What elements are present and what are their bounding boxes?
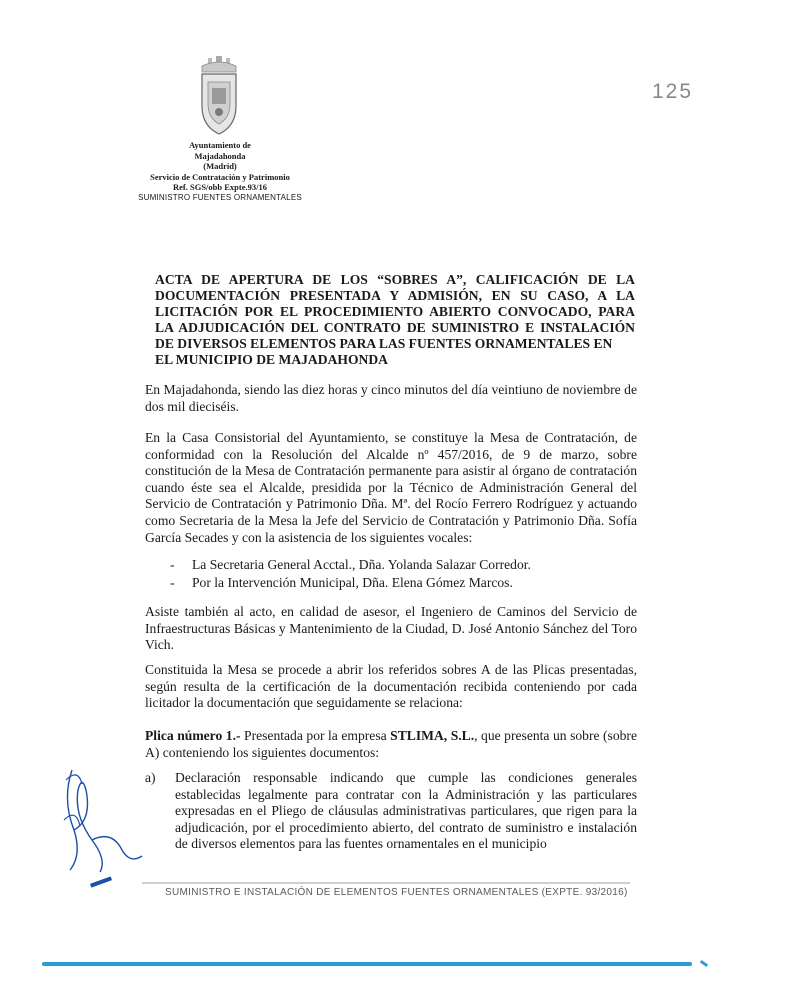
footer-divider bbox=[142, 882, 630, 884]
plica-paragraph bbox=[145, 728, 637, 761]
bottom-accent-line bbox=[42, 962, 692, 966]
paragraph-plicas: Constituida la Mesa se procede a abrir los referidos sobres A de las Plicas presentadas, según resulta de la certificación de la documentación recibida conteniendo por cada licitador la documentación que seguidamente se relaciona: bbox=[145, 662, 637, 711]
vocal-text: La Secretaria General Acctal., Dña. Yolanda Salazar Corredor. bbox=[192, 557, 531, 572]
item-letter: a) bbox=[145, 770, 156, 785]
header-line: SUMINISTRO FUENTES ORNAMENTALES bbox=[138, 192, 302, 202]
plica-text-after: , que presenta un sobre (sobre A) conteniendo los siguientes documentos: bbox=[145, 728, 637, 760]
municipality-header bbox=[130, 140, 310, 203]
header-line: (Madrid) bbox=[203, 161, 237, 171]
handwritten-signature-icon bbox=[52, 760, 152, 880]
title-last-line: EL MUNICIPIO DE MAJADAHONDA bbox=[155, 352, 388, 367]
title-main: ACTA DE APERTURA DE LOS “SOBRES A”, CALIFICACIÓN DE LA DOCUMENTACIÓN PRESENTADA Y ADMISIÓN, EN SU CASO, A LA LICITACIÓN POR EL PROCEDIMIENTO ABIERTO CONVOCADO, PARA LA ADJUDICACIÓN DEL CONTRATO DE SUMINISTRO E INSTALACIÓN DE DIVERSOS ELEMENTOS PARA LAS FUENTES ORNAMENTALES EN bbox=[155, 272, 635, 351]
item-text: Declaración responsable indicando que cumple las condiciones generales establecidas legalmente para contratar con la Administración y las particulares expresadas en el Pliego de cláusulas administrativas particulares, que rigen para la adjudicación, por el procedimiento abierto, del contrato de suministro e instalación de diversos elementos para las fuentes ornamentales en el municipio bbox=[175, 770, 637, 852]
page-number: 125 bbox=[652, 80, 694, 103]
header-line: Ref. SGS/obb Expte.93/16 bbox=[173, 182, 267, 192]
company-name: STLIMA, S.L. bbox=[390, 728, 475, 743]
paragraph-asesor: Asiste también al acto, en calidad de asesor, el Ingeniero de Caminos del Servicio de Infraestructuras Básicas y Mantenimiento de la Ciudad, D. José Antonio Sánchez del Toro Vich. bbox=[145, 604, 637, 653]
header-line: Majadahonda bbox=[194, 150, 246, 161]
page-footer: SUMINISTRO E INSTALACIÓN DE ELEMENTOS FUENTES ORNAMENTALES (EXPTE. 93/2016) bbox=[165, 887, 628, 898]
plica-label: Plica número 1.- bbox=[145, 728, 241, 743]
document-title bbox=[155, 272, 635, 368]
document-item-a bbox=[145, 770, 637, 853]
list-item: - La Secretaria General Acctal., Dña. Yolanda Salazar Corredor. bbox=[170, 557, 531, 572]
vocal-text: Por la Intervención Municipal, Dña. Elena Gómez Marcos. bbox=[192, 575, 513, 590]
plica-text-before: Presentada por la empresa bbox=[240, 728, 391, 743]
municipal-crest-icon bbox=[194, 56, 244, 136]
header-line: Servicio de Contratación y Patrimonio bbox=[150, 171, 290, 182]
paragraph-date: En Majadahonda, siendo las diez horas y cinco minutos del día veintiuno de noviembre de dos mil dieciséis. bbox=[145, 382, 637, 414]
vocales-list bbox=[170, 556, 630, 592]
list-item: - Por la Intervención Municipal, Dña. Elena Gómez Marcos. bbox=[170, 575, 513, 590]
accent-tick-icon bbox=[700, 960, 708, 967]
paragraph-mesa: En la Casa Consistorial del Ayuntamiento, se constituye la Mesa de Contratación, de conformidad con la Resolución del Alcalde nº 457/2016, de 9 de marzo, sobre constitución de la Mesa de Contratación permanente para asistir al órgano de contratación cuando éste sea el Alcalde, presidida por la Técnico de Administración General del Servicio de Contratación y Patrimonio Dña. Mª. del Rocío Ferrero Rodríguez y actuando como Secretaria de la Mesa la Jefe del Servicio de Contratación y Patrimonio Dña. Sofía García Secades y con la asistencia de los siguientes vocales: bbox=[145, 430, 637, 545]
header-line: Ayuntamiento de bbox=[189, 140, 251, 150]
